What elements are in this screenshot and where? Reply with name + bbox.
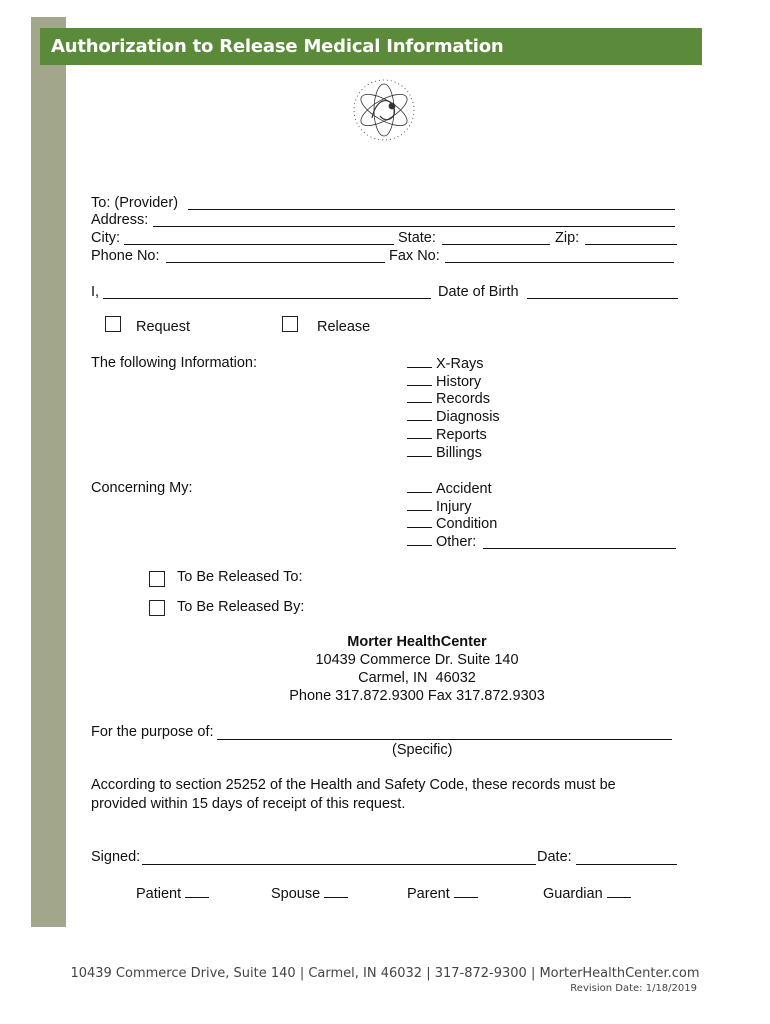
dob-label: Date of Birth bbox=[438, 284, 519, 300]
signed-label: Signed: bbox=[91, 849, 141, 865]
released-by-checkbox[interactable] bbox=[149, 600, 165, 616]
purpose-specific-hint: (Specific) bbox=[392, 742, 453, 758]
concern-item-injury[interactable]: Injury bbox=[407, 497, 471, 516]
concern-blank[interactable] bbox=[407, 532, 432, 546]
form-title: Authorization to Release Medical Information bbox=[40, 28, 702, 65]
concern-blank[interactable] bbox=[407, 479, 432, 493]
info-item-history[interactable]: History bbox=[407, 372, 481, 391]
zip-label: Zip: bbox=[555, 230, 580, 246]
clinic-phone-fax: Phone 317.872.9300 Fax 317.872.9303 bbox=[289, 688, 545, 704]
fax-field[interactable] bbox=[445, 262, 674, 263]
role-patient[interactable]: Patient bbox=[136, 884, 213, 903]
fax-label: Fax No: bbox=[389, 248, 440, 264]
role-blank[interactable] bbox=[454, 884, 478, 898]
zip-field[interactable] bbox=[585, 244, 677, 245]
info-blank[interactable] bbox=[407, 443, 432, 457]
info-item-reports[interactable]: Reports bbox=[407, 425, 487, 444]
notice-line-1: According to section 25252 of the Health and Safety Code, these records must be bbox=[91, 777, 616, 793]
address-field[interactable] bbox=[153, 226, 675, 227]
provider-to-label: To: (Provider) bbox=[91, 195, 179, 211]
phone-field[interactable] bbox=[166, 262, 385, 263]
information-label: The following Information: bbox=[91, 355, 258, 371]
concerning-label: Concerning My: bbox=[91, 480, 193, 496]
concern-item-condition[interactable]: Condition bbox=[407, 514, 497, 533]
other-field[interactable] bbox=[483, 548, 676, 549]
release-checkbox[interactable] bbox=[282, 316, 298, 332]
address-label: Address: bbox=[91, 212, 149, 228]
role-parent[interactable]: Parent bbox=[407, 884, 482, 903]
concern-item-accident[interactable]: Accident bbox=[407, 479, 492, 498]
revision-date: Revision Date: 1/18/2019 bbox=[570, 983, 697, 994]
info-blank[interactable] bbox=[407, 389, 432, 403]
city-field[interactable] bbox=[124, 244, 394, 245]
patient-i-label: I, bbox=[91, 284, 100, 300]
role-guardian[interactable]: Guardian bbox=[543, 884, 635, 903]
info-item-diagnosis[interactable]: Diagnosis bbox=[407, 407, 500, 426]
info-item-records[interactable]: Records bbox=[407, 389, 490, 408]
role-spouse[interactable]: Spouse bbox=[271, 884, 352, 903]
signature-field[interactable] bbox=[142, 864, 536, 865]
state-field[interactable] bbox=[442, 244, 550, 245]
purpose-field[interactable] bbox=[217, 739, 672, 740]
concern-blank[interactable] bbox=[407, 514, 432, 528]
clinic-logo bbox=[342, 68, 426, 152]
footer-address: 10439 Commerce Drive, Suite 140 | Carmel, IN 46032 | 317-872-9300 | MorterHealthCenter.com bbox=[70, 966, 700, 981]
phone-label: Phone No: bbox=[91, 248, 160, 264]
concern-blank[interactable] bbox=[407, 497, 432, 511]
provider-name-field[interactable] bbox=[188, 209, 675, 210]
notice-line-2: provided within 15 days of receipt of this request. bbox=[91, 796, 406, 812]
dob-field[interactable] bbox=[527, 298, 678, 299]
released-by-label: To Be Released By: bbox=[177, 599, 305, 615]
concern-item-other[interactable]: Other: bbox=[407, 532, 476, 551]
role-blank[interactable] bbox=[324, 884, 348, 898]
release-label: Release bbox=[317, 319, 371, 335]
state-label: State: bbox=[398, 230, 436, 246]
signature-date-label: Date: bbox=[537, 849, 572, 865]
signature-date-field[interactable] bbox=[576, 864, 677, 865]
request-checkbox[interactable] bbox=[105, 316, 121, 332]
side-accent-bar bbox=[31, 17, 66, 927]
clinic-street: 10439 Commerce Dr. Suite 140 bbox=[315, 652, 519, 668]
request-label: Request bbox=[136, 319, 191, 335]
info-blank[interactable] bbox=[407, 372, 432, 386]
clinic-city: Carmel, IN 46032 bbox=[358, 670, 476, 686]
released-to-label: To Be Released To: bbox=[177, 569, 303, 585]
info-blank[interactable] bbox=[407, 407, 432, 421]
info-blank[interactable] bbox=[407, 425, 432, 439]
info-item-billings[interactable]: Billings bbox=[407, 443, 482, 462]
role-blank[interactable] bbox=[185, 884, 209, 898]
released-to-checkbox[interactable] bbox=[149, 571, 165, 587]
info-blank[interactable] bbox=[407, 354, 432, 368]
purpose-label: For the purpose of: bbox=[91, 724, 214, 740]
patient-name-field[interactable] bbox=[103, 298, 431, 299]
info-item-xrays[interactable]: X-Rays bbox=[407, 354, 484, 373]
clinic-name: Morter HealthCenter bbox=[347, 634, 487, 650]
role-blank[interactable] bbox=[607, 884, 631, 898]
city-label: City: bbox=[91, 230, 120, 246]
